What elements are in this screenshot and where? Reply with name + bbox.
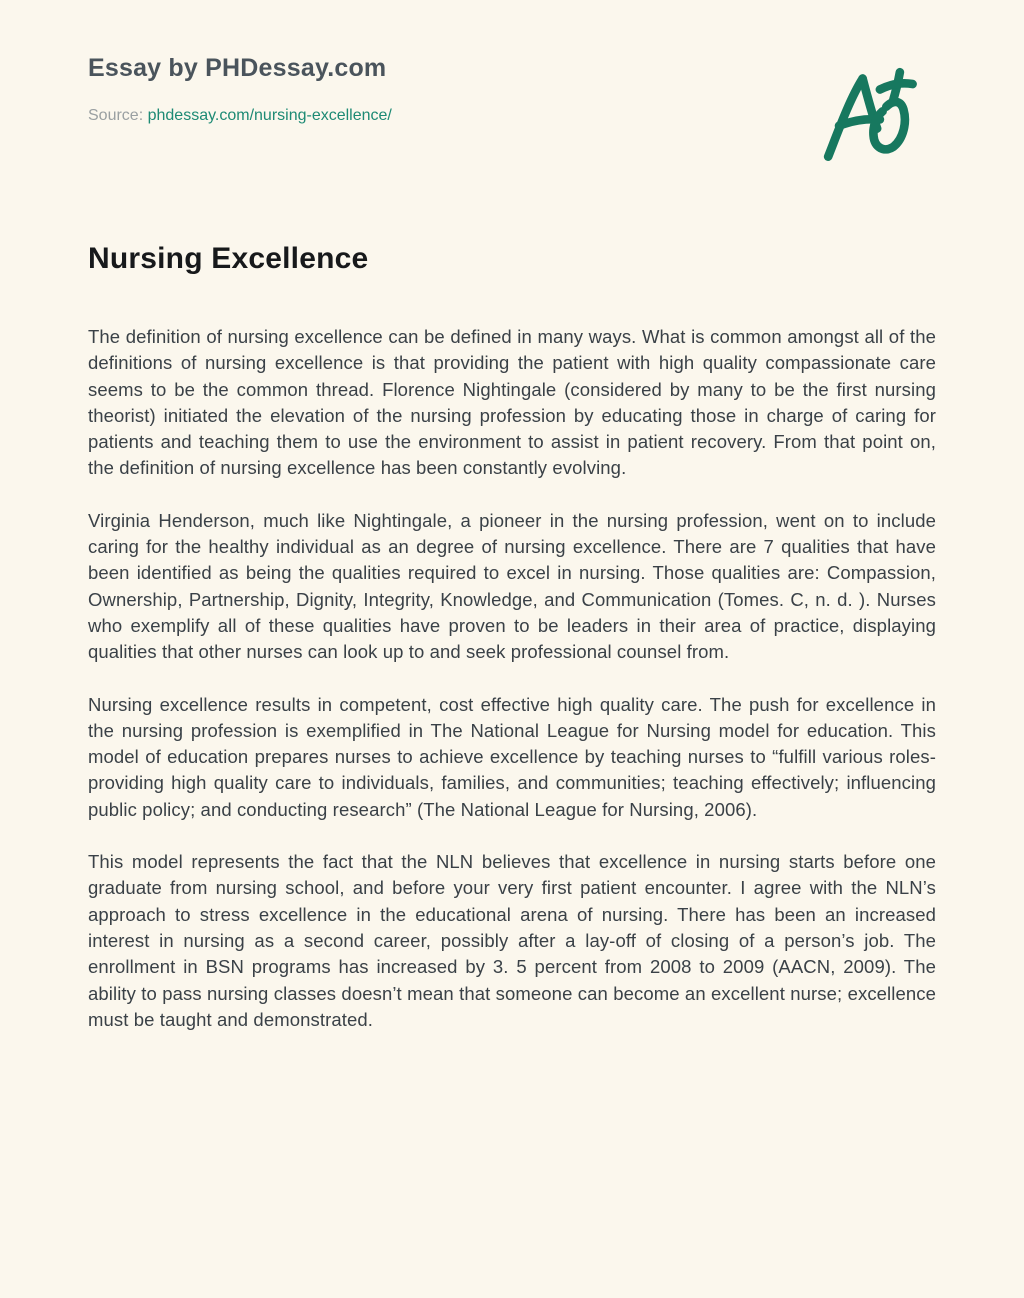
essay-paragraph-4: This model represents the fact that the NLN believes that excellence in nursing starts before one graduate from nursing school, and before your very first patient encounter. I agree with the NLN’s approach to stress excellence in the educational arena of nursing. There has been an increased interest in nursing as a second career, possibly after a lay-off of closing of a person’s job. The enrollment in BSN programs has increased by 3. 5 percent from 2008 to 2009 (AACN, 2009). The ability to pass nursing classes doesn’t mean that someone can become an excellent nurse; excellence must be taught and demonstrated. <box>88 851 936 1030</box>
header-text-block <box>88 52 392 125</box>
essay-paragraph-2: Virginia Henderson, much like Nightingale, a pioneer in the nursing profession, went on to include caring for the healthy individual as an degree of nursing excellence. There are 7 qualities that have been identified as being the qualities required to excel in nursing. Those qualities are: Compassion, Ownership, Partnership, Dignity, Integrity, Knowledge, and Communication (Tomes. C, n. d. ). Nurses who exemplify all of these qualities have proven to be leaders in their area of practice, displaying qualities that other nurses can look up to and seek professional counsel from. <box>88 509 936 663</box>
essay-body <box>88 324 936 1033</box>
source-line <box>88 107 392 125</box>
source-link[interactable]: phdessay.com/nursing-excellence/ <box>147 107 392 124</box>
a-plus-logo-icon <box>810 58 928 170</box>
essay-paragraph-3: Nursing excellence results in competent, cost effective high quality care. The push for excellence in the nursing profession is exemplified in The National League for Nursing model for education. This model of education prepares nurses to achieve excellence by teaching nurses to “fulfill various roles- providing high quality care to individuals, families, and communities; teaching effectively; influencing public policy; and conducting research” (The National League for Nursing, 2006). <box>88 693 936 820</box>
document-header <box>88 52 936 170</box>
essay-paragraph-1: The definition of nursing excellence can be defined in many ways. What is common amongst all of the definitions of nursing excellence is that providing the patient with high quality compassionate care seems to be the common thread. Florence Nightingale (considered by many to be the first nursing theorist) initiated the elevation of the nursing profession by educating those in charge of caring for patients and teaching them to use the environment to assist in patient recovery. From that point on, the definition of nursing excellence has been constantly evolving. <box>88 326 936 479</box>
site-title: Essay by PHDessay.com <box>88 54 387 82</box>
source-label: Source: <box>88 107 144 124</box>
essay-title: Nursing Excellence <box>88 242 369 275</box>
